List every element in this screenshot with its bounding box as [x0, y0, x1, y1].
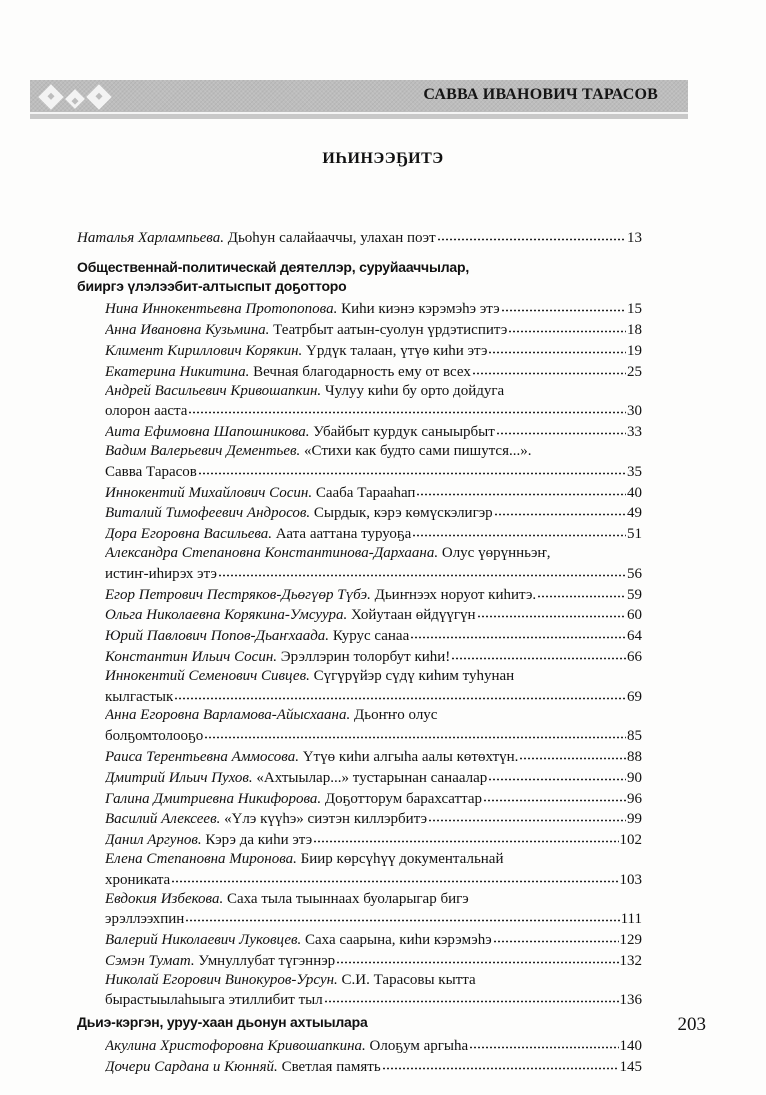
entry-author: Анна Ивановна Кузьмина.	[105, 322, 270, 339]
entry-author: Дмитрий Ильич Пухов.	[105, 769, 253, 786]
toc-entry[interactable]	[77, 929, 642, 950]
entry-page: 15	[627, 301, 642, 318]
entry-author: Сэмэн Тумат.	[105, 952, 195, 969]
toc-entry[interactable]	[77, 788, 642, 809]
running-title: САВВА ИВАНОВИЧ ТАРАСОВ	[423, 86, 658, 103]
header-thin-band	[30, 114, 688, 119]
entry-title: Хойутаан өйдүүгүн	[351, 607, 476, 624]
entry-author: Ольга Николаевна Корякина-Умсуура.	[105, 607, 348, 624]
entry-page: 88	[627, 748, 642, 765]
toc-entry[interactable]	[77, 442, 642, 482]
toc-entry[interactable]	[77, 502, 642, 523]
leader-dots	[437, 227, 626, 242]
entry-page: 51	[627, 526, 642, 543]
entry-title: Киһи киэнэ кэрэмэһэ этэ	[341, 301, 500, 318]
leader-dots	[171, 869, 618, 884]
entry-title: Дьоҥҥо олус	[354, 707, 438, 724]
toc-entry[interactable]	[77, 829, 642, 850]
leader-dots	[336, 950, 618, 965]
entry-author: Климент Кириллович Корякин.	[105, 342, 303, 359]
entry-page: 60	[627, 607, 642, 624]
running-header	[30, 80, 688, 120]
entry-title: Үрдүк талаан, үтүө киһи этэ	[306, 342, 488, 359]
entry-author: Дора Егоровна Васильева.	[105, 526, 273, 543]
leader-dots	[472, 361, 626, 376]
toc-entry[interactable]	[77, 421, 642, 442]
entry-author: Николай Егорович Винокуров-Урсун.	[105, 971, 338, 988]
entry-title-continued: эрэллээхпин	[105, 911, 185, 928]
entry-title: Олус үөрүнньэҥ,	[441, 544, 551, 561]
entry-page: 64	[627, 628, 642, 645]
section-heading-line: Общественнай-политическай деятеллэр, суруйааччылар,	[77, 258, 470, 275]
entry-page: 35	[627, 463, 642, 480]
entry-page: 96	[627, 790, 642, 807]
entry-author: Андрей Васильевич Кривошапкин.	[105, 382, 322, 399]
toc-entry[interactable]	[77, 1056, 642, 1077]
toc-entry-intro[interactable]	[77, 227, 642, 248]
entry-page: 90	[627, 769, 642, 786]
entry-page: 40	[627, 484, 642, 501]
leader-dots	[204, 725, 626, 740]
entry-author: Акулина Христофоровна Кривошапкина.	[105, 1038, 366, 1055]
leader-dots	[218, 563, 626, 578]
entry-author: Иннокентий Семенович Сивцев.	[105, 667, 310, 684]
entry-author: Дочери Сардана и Кюнняй.	[105, 1058, 278, 1075]
toc-entry[interactable]	[77, 625, 642, 646]
page-title: ИҺИНЭЭҔИТЭ	[322, 150, 444, 167]
leader-dots	[174, 686, 626, 701]
entry-title: Кэрэ да киһи этэ	[205, 832, 313, 849]
entry-title: Аата ааттана туруоҕа	[275, 526, 412, 543]
entry-author: Юрий Павлович Попов-Дьаҥхаада.	[105, 628, 330, 645]
page-number: 203	[677, 1014, 706, 1035]
leader-dots	[496, 421, 626, 436]
entry-page: 132	[619, 952, 642, 969]
toc-entry[interactable]	[77, 482, 642, 503]
leader-dots	[488, 340, 626, 355]
entry-title: Чулуу киһи бу орто дойдуга	[324, 382, 505, 399]
entry-author: Елена Степановна Миронова.	[105, 850, 297, 867]
entry-page: 33	[627, 424, 642, 441]
entry-title: Үтүө киһи алгыһа аалы көтөхтүн.	[302, 748, 519, 765]
entry-page: 85	[627, 728, 642, 745]
entry-author: Раиса Терентьевна Аммосова.	[105, 748, 299, 765]
entry-author: Наталья Харлампьева.	[77, 230, 224, 246]
entry-title: Светлая память	[281, 1058, 381, 1075]
entry-title: Сааба Тарааһап	[315, 484, 416, 501]
entry-page: 66	[627, 648, 642, 665]
leader-dots	[185, 908, 619, 923]
leader-dots	[410, 625, 626, 640]
entry-page: 136	[619, 992, 642, 1009]
entry-page: 25	[627, 363, 642, 380]
entry-title: Саха саарына, киһи кэрэмэһэ	[305, 932, 492, 949]
leader-dots	[508, 319, 626, 334]
entry-title: «Стихи как будто сами пишутся...».	[304, 442, 532, 459]
leader-dots	[451, 646, 626, 661]
entry-title: Убайбыт курдук саныырбыт	[313, 424, 495, 441]
entry-title: Саха тыла тыыннаах буоларыгар бигэ	[226, 890, 469, 907]
section-heading	[77, 1013, 642, 1032]
entry-page: 145	[619, 1058, 642, 1075]
entry-page: 18	[627, 322, 642, 339]
entry-author: Екатерина Никитина.	[105, 363, 250, 380]
entry-title: Олоҕум аргыһа	[369, 1038, 469, 1055]
leader-dots	[477, 604, 626, 619]
toc-entry[interactable]	[77, 544, 642, 584]
section-heading-line: Дьиэ-кэргэн, уруу-хаан дьонун ахтыылара	[77, 1014, 368, 1031]
leader-dots	[188, 400, 626, 415]
toc-entry[interactable]	[77, 746, 642, 767]
entry-page: 140	[619, 1038, 642, 1055]
entry-title: «Ахтыылар...» тустарынан санаалар	[256, 769, 488, 786]
toc-entry[interactable]	[77, 850, 642, 890]
toc-entry[interactable]	[77, 382, 642, 422]
entry-title: Вечная благодарность ему от всех	[253, 363, 471, 380]
entry-author: Василий Алексеев.	[105, 811, 221, 828]
entry-title: Биир көрсүһүү документальнай	[300, 850, 504, 867]
leader-dots	[428, 808, 626, 823]
leader-dots	[313, 829, 618, 844]
leader-dots	[488, 767, 626, 782]
entry-author: Иннокентий Михайлович Сосин.	[105, 484, 313, 501]
entry-title: Сүгүрүйэр сүдү киһим туһунан	[313, 667, 515, 684]
entry-page: 59	[627, 586, 642, 603]
toc-entry[interactable]	[77, 1035, 642, 1056]
toc-entry[interactable]	[77, 340, 642, 361]
entry-page: 13	[627, 230, 642, 246]
toc-entry[interactable]	[77, 646, 642, 667]
leader-dots	[324, 989, 619, 1004]
entry-title-continued: олорон ааста	[105, 403, 188, 420]
diamond-ornament-icon	[38, 83, 118, 111]
entry-page: 19	[627, 342, 642, 359]
leader-dots	[198, 461, 626, 476]
entry-title-continued: истиҥ-иһирэх этэ	[105, 565, 217, 582]
entry-title: Курус санаа	[332, 628, 410, 645]
toc-entry[interactable]	[77, 584, 642, 605]
entry-author: Аита Ефимовна Шапошникова.	[105, 424, 310, 441]
entry-author: Анна Егоровна Варламова-Айысхаана.	[105, 707, 351, 724]
toc-entry[interactable]	[77, 298, 642, 319]
toc-entry[interactable]	[77, 319, 642, 340]
entry-page: 56	[627, 565, 642, 582]
entry-title-continued: бырастыылаһыыга этиллибит тыл	[105, 992, 323, 1009]
entry-title: Дьиҥнээх норуот киһитэ.	[374, 586, 537, 603]
leader-dots	[483, 788, 626, 803]
entry-title: Доҕотторум барахсаттар	[324, 790, 483, 807]
table-of-contents	[77, 227, 642, 1077]
entry-title: Дьоһун салайааччы, улахан поэт	[227, 230, 436, 246]
leader-dots	[519, 746, 626, 761]
toc-entry[interactable]	[77, 890, 642, 930]
leader-dots	[416, 482, 626, 497]
entry-author: Александра Степановна Константинова-Дархаана.	[105, 544, 439, 561]
leader-dots	[537, 584, 626, 599]
toc-entry[interactable]	[77, 706, 642, 746]
entry-page: 49	[627, 505, 642, 522]
entry-title-continued: болҕомтолooҕo	[105, 728, 204, 745]
leader-dots	[382, 1056, 619, 1071]
leader-dots	[493, 929, 619, 944]
entry-page: 30	[627, 403, 642, 420]
entry-page: 69	[627, 688, 642, 705]
leader-dots	[469, 1035, 618, 1050]
entry-page: 111	[620, 911, 642, 928]
section-heading	[77, 258, 642, 296]
entry-title-continued: Савва Тарасов	[105, 463, 197, 480]
leader-dots	[412, 523, 626, 538]
toc-entry[interactable]	[77, 361, 642, 382]
entry-title: Театрбыт аатын-суолун үрдэтиспитэ	[273, 322, 508, 339]
entry-page: 103	[619, 871, 642, 888]
entry-author: Егор Петрович Пестряков-Дьөгүөр Түбэ.	[105, 586, 371, 603]
section-heading-line: бииргэ үлэлээбит-алтыспыт доҕотторо	[77, 277, 347, 294]
toc-entry[interactable]	[77, 523, 642, 544]
entry-title: «Үлэ күүһэ» сиэтэн киллэрбитэ	[224, 811, 428, 828]
entry-author: Нина Иннокентьевна Протопопова.	[105, 301, 338, 318]
toc-entry[interactable]	[77, 667, 642, 707]
entry-title-continued: кылгастык	[105, 688, 174, 705]
entry-author: Валерий Николаевич Луковцев.	[105, 932, 302, 949]
leader-dots	[494, 502, 626, 517]
toc-entry[interactable]	[77, 971, 642, 1011]
toc-entry[interactable]	[77, 808, 642, 829]
entry-title: Умнуллубат түгэннэр	[198, 952, 336, 969]
entry-title: С.И. Тарасовы кытта	[341, 971, 476, 988]
entry-author: Данил Аргунов.	[105, 832, 202, 849]
entry-page: 102	[619, 832, 642, 849]
toc-entry[interactable]	[77, 604, 642, 625]
entry-author: Виталий Тимофеевич Андросов.	[105, 505, 311, 522]
entry-page: 129	[619, 932, 642, 949]
entry-title: Сырдык, кэрэ көмүскэлигэр	[313, 505, 493, 522]
entry-author: Константин Ильич Сосин.	[105, 648, 278, 665]
leader-dots	[501, 298, 626, 313]
toc-entry[interactable]	[77, 950, 642, 971]
entry-page: 99	[627, 811, 642, 828]
entry-author: Галина Дмитриевна Никифорова.	[105, 790, 322, 807]
entry-title: Эрэллэрин толорбут киһи!	[280, 648, 451, 665]
toc-entry[interactable]	[77, 767, 642, 788]
entry-author: Евдокия Избекова.	[105, 890, 224, 907]
entry-author: Вадим Валерьевич Дементьев.	[105, 442, 301, 459]
entry-title-continued: хроникатa	[105, 871, 171, 888]
